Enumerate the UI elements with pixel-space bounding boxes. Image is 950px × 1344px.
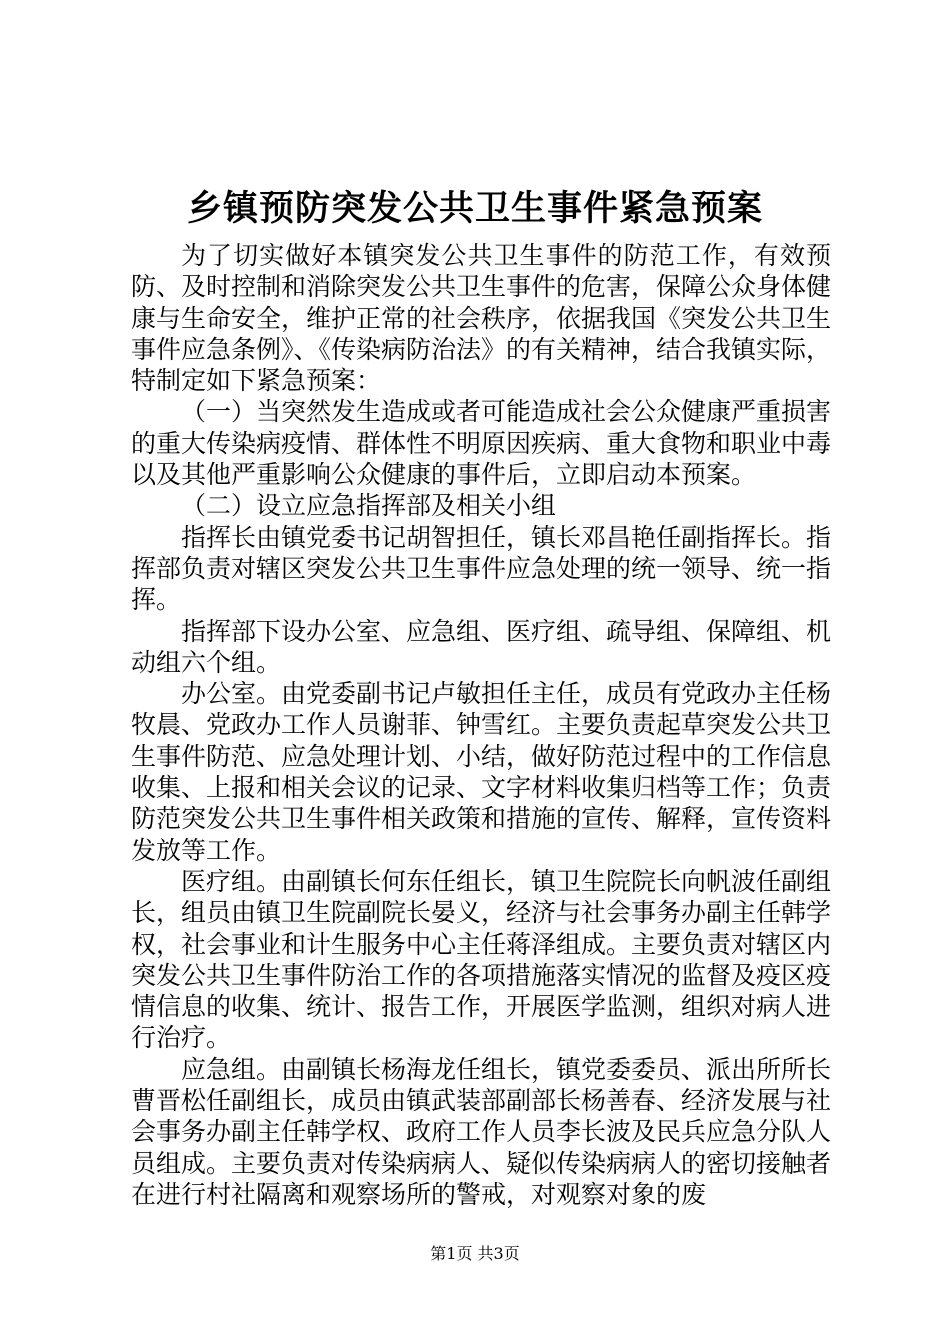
paragraph-groups: 指挥部下设办公室、应急组、医疗组、疏导组、保障组、机动组六个组。 [131,616,832,677]
document-body [131,240,831,1210]
paragraph-office: 办公室。由党委副书记卢敏担任主任，成员有党政办主任杨牧晨、党政办工作人员谢菲、钟雪红。主要负责起草突发公共卫生事件防范、应急处理计划、小结，做好防范过程中的工作信息收集、上报和相关会议的记录、文字材料收集归档等工作；负责防范突发公共卫生事件相关政策和措施的宣传、解释，宣传资料发放等工作。 [131,679,832,865]
paragraph-medical-group: 医疗组。由副镇长何东任组长，镇卫生院院长向帆波任副组长，组员由镇卫生院副院长晏义，经济与社会事务办副主任韩学权，社会事业和计生服务中心主任蒋泽组成。主要负责对辖区内突发公共卫生事件防治工作的各项措施落实情况的监督及疫区疫情信息的收集、统计、报告工作，开展医学监测，组织对病人进行治疗。 [131,866,832,1053]
paragraph-section-2-heading: （二）设立应急指挥部及相关小组 [181,491,557,521]
paragraph-intro: 为了切实做好本镇突发公共卫生事件的防范工作，有效预防、及时控制和消除突发公共卫生事件的危害，保障公众身体健康与生命安全，维护正常的社会秩序，依据我国《突发公共卫生事件应急条例》、《传染病防治法》的有关精神，结合我镇实际，特制定如下紧急预案： [131,241,832,396]
paragraph-section-1: （一）当突然发生造成或者可能造成社会公众健康严重损害的重大传染病疫情、群体性不明原因疾病、重大食物和职业中毒以及其他严重影响公众健康的事件后，立即启动本预案。 [131,397,832,490]
page-number-footer: 第1页 共3页 [430,1244,520,1263]
paragraph-commander: 指挥长由镇党委书记胡智担任，镇长邓昌艳任副指挥长。指挥部负责对辖区突发公共卫生事件应急处理的统一领导、统一指挥。 [131,522,832,615]
paragraph-emergency-group: 应急组。由副镇长杨海龙任组长，镇党委委员、派出所所长曹晋松任副组长，成员由镇武装部副部长杨善春、经济发展与社会事务办副主任韩学权、政府工作人员李长波及民兵应急分队人员组成。主要负责对传染病病人、疑似传染病病人的密切接触者在进行村社隔离和观察场所的警戒，对观察对象的废 [131,1054,832,1209]
document-title: 乡镇预防突发公共卫生事件紧急预案 [186,188,763,229]
